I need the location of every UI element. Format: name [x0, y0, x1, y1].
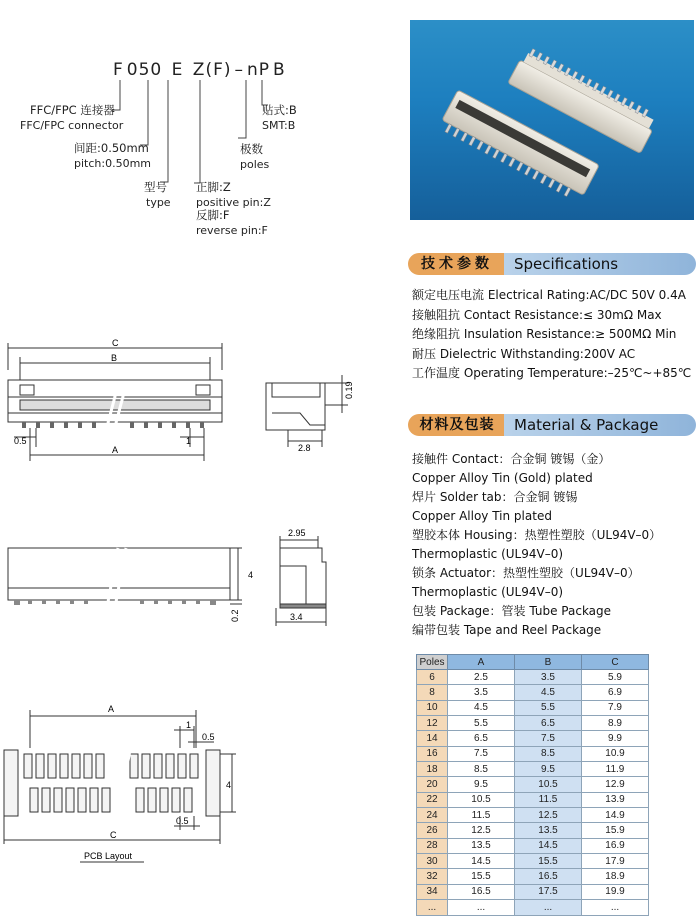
table-cell: 17.9	[582, 854, 649, 869]
pn-pin: Z(F)	[192, 60, 232, 80]
table-cell: 13.9	[582, 792, 649, 807]
table-row	[417, 808, 649, 823]
legend-poles-cn: 极数	[240, 142, 263, 156]
legend-type-en: type	[146, 196, 171, 209]
table-cell: 8.5	[515, 746, 582, 761]
table-cell: 14	[417, 731, 448, 746]
pcb-pads	[4, 750, 220, 816]
material-list	[412, 450, 661, 640]
material-line: 编带包装 Tape and Reel Package	[412, 623, 602, 637]
table-cell: 20	[417, 777, 448, 792]
legend-rev-cn: 反脚:F	[196, 208, 230, 222]
specifications-title-cn: 技术参数	[408, 253, 506, 275]
legend-ffc-en: FFC/FPC connector	[20, 119, 124, 132]
pcb-dim-4: 4	[226, 780, 232, 790]
dim-1: 1	[186, 436, 192, 446]
table-cell: 10.5	[448, 792, 515, 807]
material-line: Copper Alloy Tin (Gold) plated	[412, 471, 593, 485]
table-cell: 17.5	[515, 884, 582, 899]
legend-type-cn: 型号	[144, 180, 167, 194]
spec-line: 额定电压电流 Electrical Rating:AC/DC 50V 0.4A	[412, 288, 686, 302]
legend-pitch-cn: 间距:0.50mm	[74, 141, 149, 155]
material-title-en: Material & Package	[504, 414, 696, 436]
table-cell: 28	[417, 838, 448, 853]
dimension-table	[416, 654, 649, 916]
table-cell: 14.9	[582, 808, 649, 823]
table-cell: 3.5	[448, 685, 515, 700]
pn-series: F	[113, 60, 124, 80]
table-body	[417, 670, 649, 916]
legend-pos-cn: 正脚:Z	[196, 180, 231, 194]
table-cell: 6.5	[448, 731, 515, 746]
spec-line: 绝缘阻抗 Insulation Resistance:≥ 500MΩ Min	[412, 327, 677, 341]
dim-02: 0.2	[230, 609, 240, 622]
dim-a: A	[112, 445, 119, 455]
connector-illustration	[410, 20, 694, 220]
table-row	[417, 869, 649, 884]
product-photo	[410, 20, 694, 220]
table-cell: 9.5	[448, 777, 515, 792]
table-cell: 9.5	[515, 762, 582, 777]
table-row	[417, 731, 649, 746]
table-row	[417, 792, 649, 807]
pcb-dim-1: 1	[186, 720, 192, 730]
pcb-dim-05-bottom: 0.5	[176, 816, 189, 826]
pn-poles: nP	[247, 60, 271, 80]
table-cell: 32	[417, 869, 448, 884]
legend-pitch-en: pitch:0.50mm	[74, 157, 151, 170]
material-line: Copper Alloy Tin plated	[412, 509, 552, 523]
legend-poles-en: poles	[240, 158, 270, 171]
table-cell: 18.9	[582, 869, 649, 884]
table-header: A	[448, 655, 515, 670]
table-cell: 26	[417, 823, 448, 838]
material-title-cn: 材料及包装	[408, 414, 506, 436]
table-row	[417, 670, 649, 685]
table-cell: 11.5	[515, 792, 582, 807]
table-cell: 13.5	[515, 823, 582, 838]
legend-pos-en: positive pin:Z	[196, 196, 271, 209]
table-cell: ...	[417, 900, 448, 915]
table-cell: 8	[417, 685, 448, 700]
table-row	[417, 777, 649, 792]
table-row	[417, 746, 649, 761]
material-line: 包装 Package：管装 Tube Package	[412, 604, 612, 618]
pn-type: E	[171, 60, 184, 80]
material-header	[408, 414, 696, 436]
table-cell: 34	[417, 884, 448, 899]
table-row	[417, 685, 649, 700]
table-cell: 10.5	[515, 777, 582, 792]
table-cell: 24	[417, 808, 448, 823]
table-cell: 16.5	[515, 869, 582, 884]
dim-28: 2.8	[298, 443, 311, 453]
table-cell: 15.5	[515, 854, 582, 869]
table-header: Poles	[417, 655, 448, 670]
table-cell: 15.9	[582, 823, 649, 838]
table-cell: 7.5	[515, 731, 582, 746]
table-cell: 6.9	[582, 685, 649, 700]
table-cell: 12.5	[448, 823, 515, 838]
table-cell: 5.5	[515, 700, 582, 715]
table-header-row	[417, 655, 649, 670]
table-cell: 5.9	[582, 670, 649, 685]
spec-line: 工作温度 Operating Temperature:–25℃~+85℃	[412, 366, 692, 380]
pn-pitch: 050	[126, 60, 163, 80]
table-cell: 16.9	[582, 838, 649, 853]
table-header: B	[515, 655, 582, 670]
table-cell: 8.9	[582, 716, 649, 731]
table-cell: 19.9	[582, 884, 649, 899]
table-cell: 11.5	[448, 808, 515, 823]
table-cell: 15.5	[448, 869, 515, 884]
legend-smt-cn: 贴式:B	[262, 103, 297, 117]
table-row	[417, 762, 649, 777]
legend-ffc-cn: FFC/FPC 连接器	[30, 103, 115, 117]
table-cell: 2.5	[448, 670, 515, 685]
table-row	[417, 854, 649, 869]
table-row	[417, 900, 649, 915]
table-cell: 12.9	[582, 777, 649, 792]
table-cell: 7.5	[448, 746, 515, 761]
table-cell: 10	[417, 700, 448, 715]
table-cell: 8.5	[448, 762, 515, 777]
table-cell: 16	[417, 746, 448, 761]
specifications-title-en: Specifications	[504, 253, 696, 275]
table-cell: 22	[417, 792, 448, 807]
table-cell: 3.5	[515, 670, 582, 685]
table-cell: 11.9	[582, 762, 649, 777]
top-view-drawing	[0, 335, 380, 470]
pn-mount: B	[273, 60, 286, 80]
table-cell: 12	[417, 716, 448, 731]
table-cell: 12.5	[515, 808, 582, 823]
dim-c: C	[112, 338, 119, 348]
pn-dash: –	[234, 60, 244, 80]
table-cell: 4.5	[448, 700, 515, 715]
table-cell: 14.5	[515, 838, 582, 853]
table-row	[417, 823, 649, 838]
dim-05: 0.5	[14, 436, 27, 446]
table-row	[417, 700, 649, 715]
table-cell: ...	[448, 900, 515, 915]
table-cell: 4.5	[515, 685, 582, 700]
table-cell: 5.5	[448, 716, 515, 731]
table-header: C	[582, 655, 649, 670]
table-cell: 6.5	[515, 716, 582, 731]
table-cell: 30	[417, 854, 448, 869]
material-line: Thermoplastic (UL94V–0)	[412, 585, 564, 599]
material-line: 塑胶本体 Housing：热塑性塑胶（UL94V–0）	[412, 528, 662, 542]
table-row	[417, 884, 649, 899]
table-cell: 14.5	[448, 854, 515, 869]
dim-b: B	[111, 353, 118, 363]
front-view-drawing	[0, 522, 380, 632]
table-cell: ...	[515, 900, 582, 915]
material-line: 焊片 Solder tab：合金铜 镀锡	[412, 490, 578, 504]
material-line: 接触件 Contact：合金铜 镀锡（金）	[412, 452, 611, 466]
specifications-header	[408, 253, 696, 275]
table-cell: 13.5	[448, 838, 515, 853]
table-cell: 10.9	[582, 746, 649, 761]
dim-4: 4	[248, 570, 254, 580]
table-row	[417, 716, 649, 731]
pcb-layout-drawing	[0, 698, 260, 868]
pcb-dim-c: C	[110, 830, 117, 840]
table-cell: 16.5	[448, 884, 515, 899]
table-cell: 9.9	[582, 731, 649, 746]
table-row	[417, 838, 649, 853]
legend-smt-en: SMT:B	[262, 119, 296, 132]
pcb-dim-05-top: 0.5	[202, 732, 215, 742]
dim-019: 0.19	[344, 381, 354, 399]
pcb-layout-caption: PCB Layout	[84, 851, 133, 861]
dim-34: 3.4	[290, 612, 303, 622]
table-cell: 18	[417, 762, 448, 777]
material-line: Thermoplastic (UL94V–0)	[412, 547, 564, 561]
pcb-dim-a: A	[108, 704, 115, 714]
spec-line: 耐压 Dielectric Withstanding:200V AC	[412, 346, 636, 361]
specifications-list	[412, 286, 691, 384]
legend-rev-en: reverse pin:F	[196, 224, 268, 237]
spec-line: 接触阻抗 Contact Resistance:≤ 30mΩ Max	[412, 307, 662, 322]
table-cell: 7.9	[582, 700, 649, 715]
material-line: 锁条 Actuator：热塑性塑胶（UL94V–0）	[412, 566, 640, 580]
table-cell: 6	[417, 670, 448, 685]
table-cell: ...	[582, 900, 649, 915]
dim-295: 2.95	[288, 528, 306, 538]
